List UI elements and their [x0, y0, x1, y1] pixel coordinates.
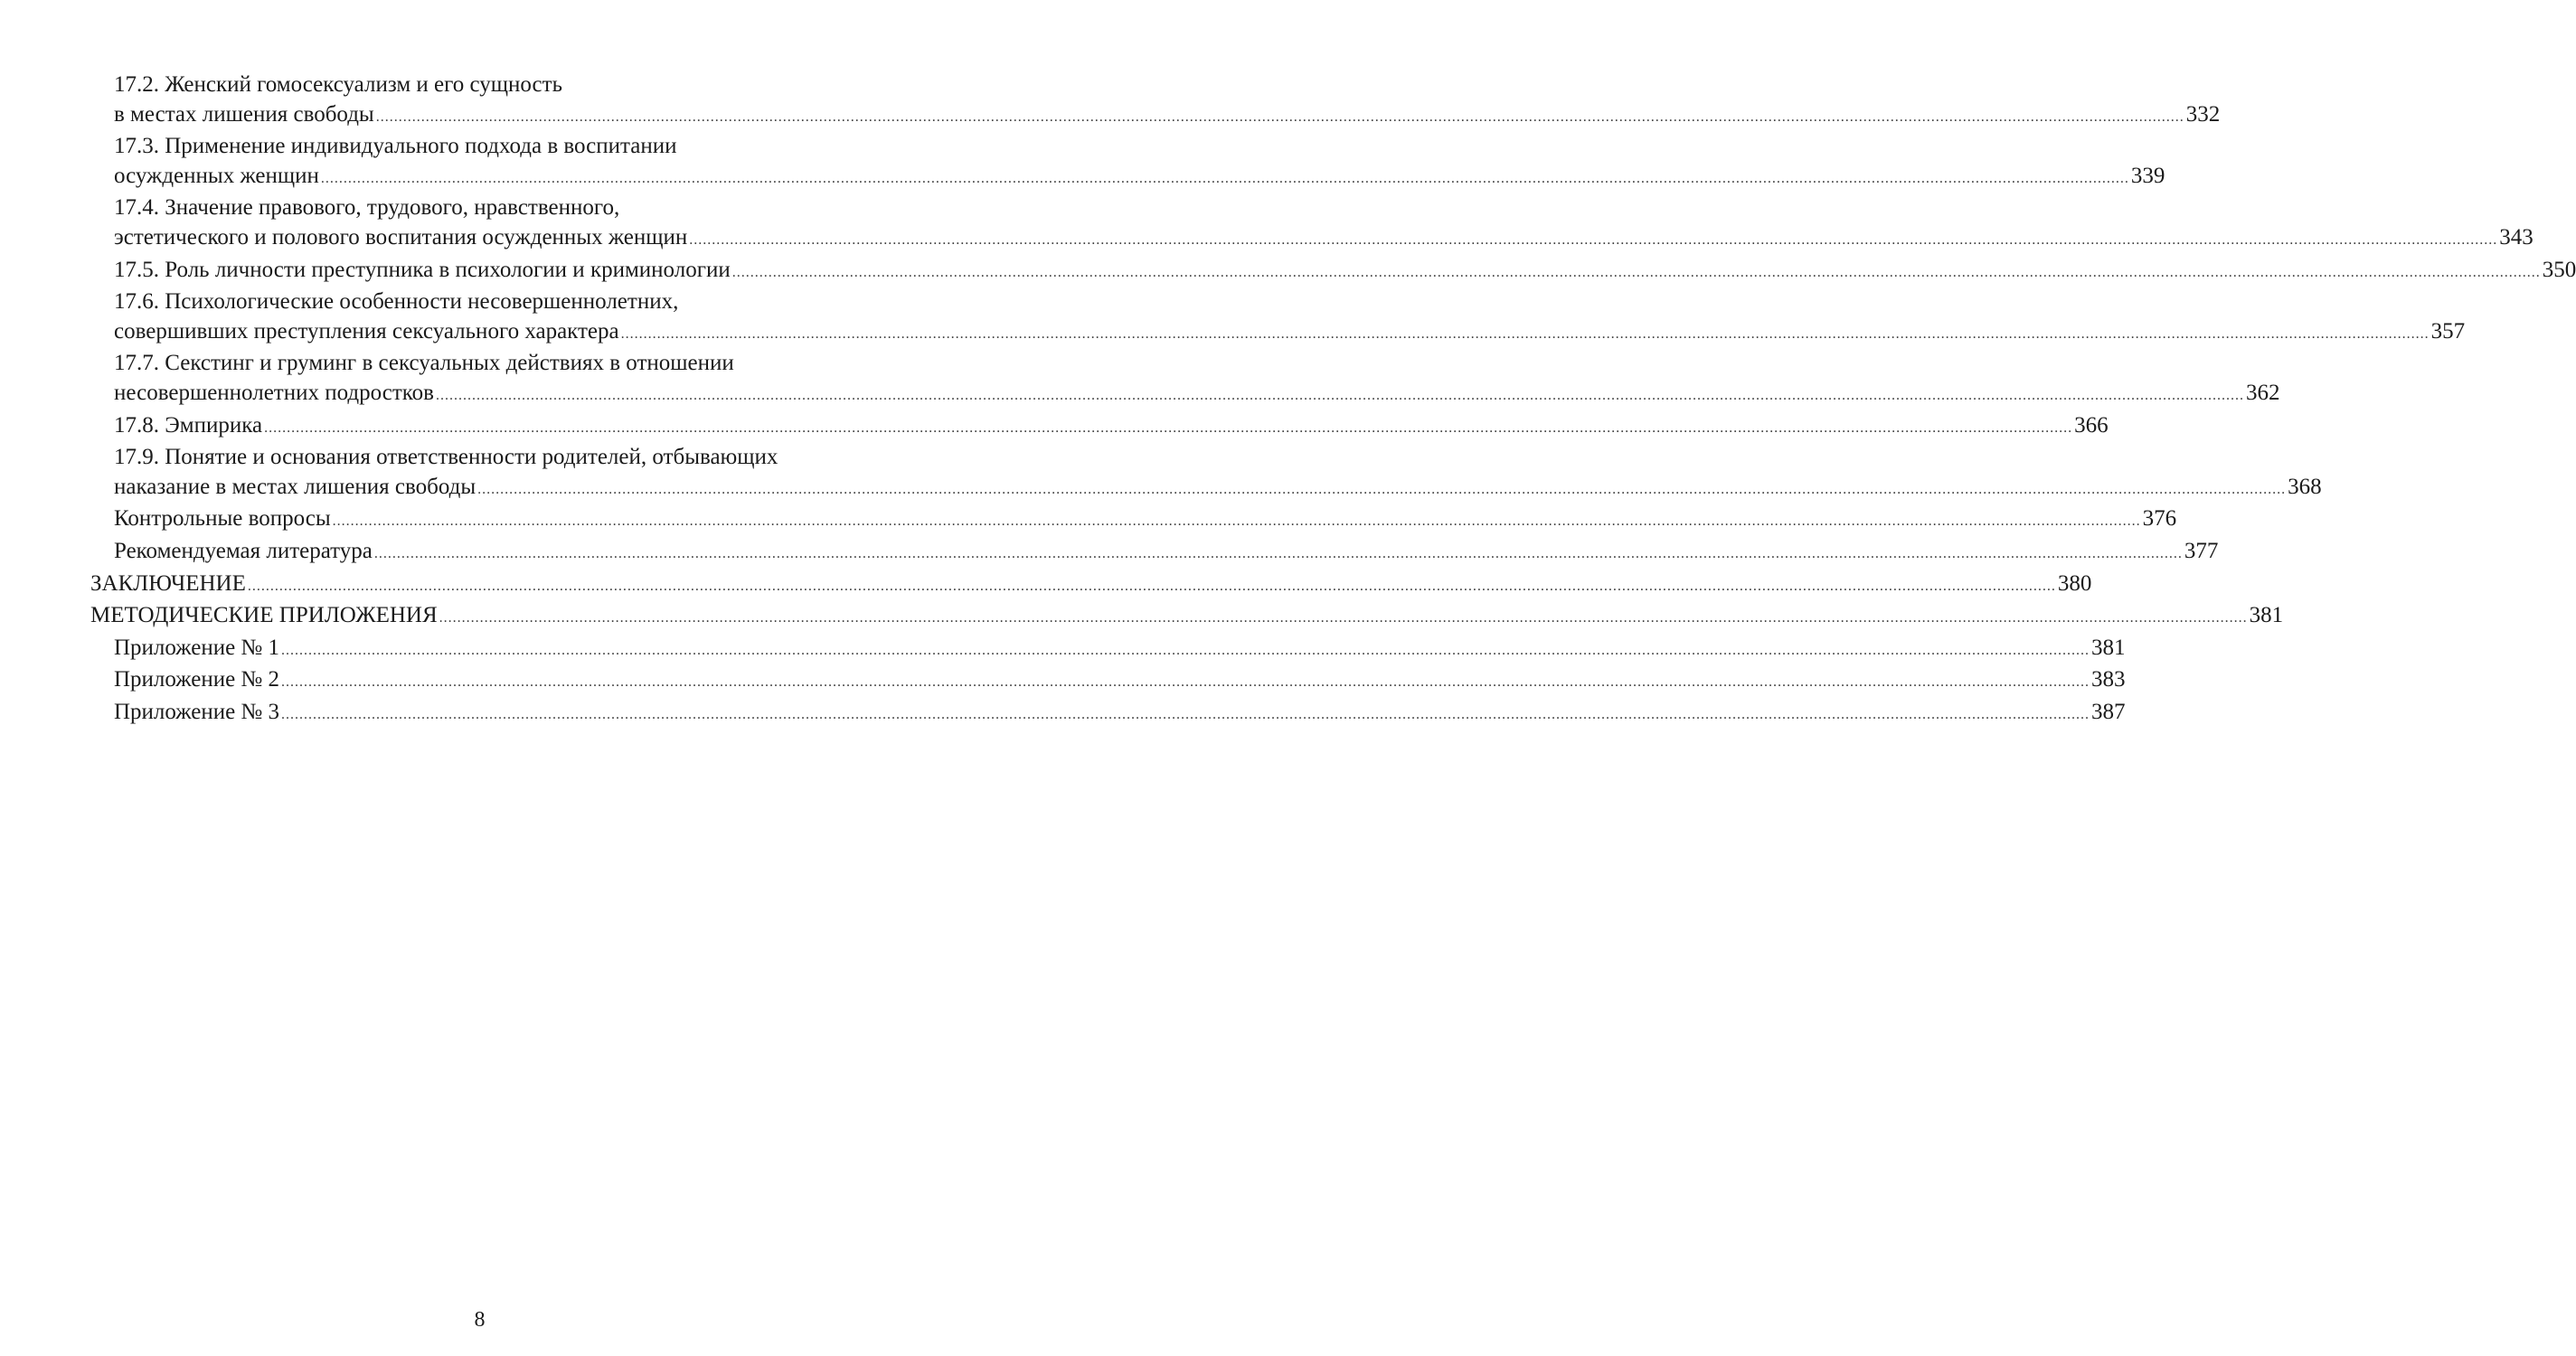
toc-page-number: 387 — [2091, 699, 2126, 724]
toc-entry — [90, 132, 2166, 193]
toc-entry-title: в местах лишения свободы — [114, 101, 374, 127]
toc-entry-title: наказание в местах лишения свободы — [114, 474, 477, 499]
toc-entry-title: эстетического и полового воспитания осужденных женщин — [114, 224, 688, 250]
toc-entry-last-line — [90, 601, 2284, 634]
dot-leader: ................................................................................................................................................................................................................................................................................................................................................................................................................ — [332, 513, 2141, 530]
toc-entry-last-line — [114, 634, 2126, 666]
toc-entry-last-line — [114, 665, 2126, 698]
toc-entry-title: совершивших преступления сексуального характера — [114, 318, 619, 344]
toc-entry-title-line: 17.9. Понятие и основания ответственности родителей, отбывающих — [114, 445, 778, 470]
toc-entry — [90, 570, 2092, 602]
toc-entry — [90, 411, 2109, 444]
toc-entry — [90, 443, 2322, 504]
toc-entry — [90, 71, 2221, 132]
dot-leader: ................................................................................................................................................................................................................................................................................................................................................................................................................ — [477, 481, 2287, 497]
dot-leader: ................................................................................................................................................................................................................................................................................................................................................................................................................ — [375, 108, 2184, 125]
toc-entry-title: Приложение № 3 — [114, 699, 280, 724]
toc-page-number: 380 — [2057, 570, 2092, 596]
toc-page-number: 368 — [2288, 474, 2322, 499]
toc-entry-title-line: 17.7. Секстинг и груминг в сексуальных действиях в отношении — [114, 351, 734, 376]
toc-entry — [90, 349, 2280, 410]
dot-leader: ................................................................................................................................................................................................................................................................................................................................................................................................................ — [439, 610, 2248, 626]
toc-entry — [90, 504, 2177, 537]
toc-entry-title: ЗАКЛЮЧЕНИЕ — [90, 570, 246, 596]
toc-page-number: 339 — [2130, 163, 2166, 188]
toc-entry-title: несовершеннолетних подростков — [114, 380, 434, 405]
toc-entry-title: 17.8. Эмпирика — [114, 412, 263, 438]
toc-page-number: 362 — [2245, 380, 2280, 405]
dot-leader: ................................................................................................................................................................................................................................................................................................................................................................................................................ — [264, 419, 2073, 436]
toc-entry-last-line — [114, 504, 2177, 537]
toc-page-number: 332 — [2185, 101, 2221, 127]
toc-entry-title-line: 17.2. Женский гомосексуализм и его сущность — [114, 72, 562, 97]
toc-entry — [90, 601, 2284, 634]
toc-entry-last-line — [114, 162, 2166, 194]
toc-entry — [90, 287, 2466, 349]
toc-page-number: 357 — [2430, 318, 2466, 344]
toc-entry-last-line — [114, 100, 2221, 133]
toc-entry-last-line — [114, 379, 2280, 411]
toc-entry-title: Рекомендуемая литература — [114, 538, 373, 563]
toc-page-number: 343 — [2499, 224, 2534, 250]
toc-entry-title: Приложение № 2 — [114, 667, 280, 692]
toc-entry-last-line — [114, 698, 2126, 730]
dot-leader: ................................................................................................................................................................................................................................................................................................................................................................................................................ — [373, 545, 2183, 561]
toc-entry — [90, 537, 2219, 570]
dot-leader: ................................................................................................................................................................................................................................................................................................................................................................................................................ — [247, 578, 2056, 594]
toc-entry — [90, 193, 2534, 255]
dot-leader: ................................................................................................................................................................................................................................................................................................................................................................................................................ — [689, 231, 2498, 248]
toc-entry-last-line — [114, 256, 2576, 288]
table-of-contents — [90, 71, 2576, 730]
toc-page-number: 350 — [2542, 257, 2576, 282]
dot-leader: ................................................................................................................................................................................................................................................................................................................................................................................................................ — [281, 674, 2090, 691]
dot-leader: ................................................................................................................................................................................................................................................................................................................................................................................................................ — [281, 642, 2090, 658]
dot-leader: ................................................................................................................................................................................................................................................................................................................................................................................................................ — [320, 170, 2129, 186]
dot-leader: ................................................................................................................................................................................................................................................................................................................................................................................................................ — [281, 706, 2090, 722]
dot-leader: ................................................................................................................................................................................................................................................................................................................................................................................................................ — [620, 325, 2430, 342]
toc-entry-title: Приложение № 1 — [114, 635, 280, 660]
dot-leader: ................................................................................................................................................................................................................................................................................................................................................................................................................ — [731, 264, 2541, 280]
toc-entry-last-line — [114, 317, 2466, 350]
toc-page-number: 377 — [2184, 538, 2219, 563]
toc-entry-title: осужденных женщин — [114, 163, 319, 188]
toc-entry-title-line: 17.6. Психологические особенности несовершеннолетних, — [114, 289, 679, 315]
dot-leader: ................................................................................................................................................................................................................................................................................................................................................................................................................ — [435, 387, 2244, 403]
page-number: 8 — [474, 1308, 486, 1332]
toc-entry-last-line — [114, 411, 2109, 444]
toc-entry — [90, 665, 2126, 698]
toc-page-number: 381 — [2249, 603, 2284, 628]
toc-entry-last-line — [114, 473, 2322, 505]
toc-entry-title-line: 17.4. Значение правового, трудового, нравственного, — [114, 195, 620, 221]
toc-entry-title-line: 17.3. Применение индивидуального подхода в воспитании — [114, 134, 677, 159]
toc-entry-last-line — [114, 537, 2219, 570]
toc-page-number: 383 — [2091, 667, 2126, 692]
toc-entry — [90, 634, 2126, 666]
toc-entry-title: МЕТОДИЧЕСКИЕ ПРИЛОЖЕНИЯ — [90, 603, 438, 628]
toc-entry — [90, 698, 2126, 730]
toc-entry-title: 17.5. Роль личности преступника в психологии и криминологии — [114, 257, 731, 282]
toc-entry-last-line — [114, 223, 2534, 256]
toc-entry — [90, 256, 2576, 288]
toc-page-number: 381 — [2091, 635, 2126, 660]
toc-entry-title: Контрольные вопросы — [114, 506, 331, 532]
toc-page-number: 366 — [2074, 412, 2109, 438]
toc-page-number: 376 — [2142, 506, 2177, 532]
toc-entry-last-line — [90, 570, 2092, 602]
